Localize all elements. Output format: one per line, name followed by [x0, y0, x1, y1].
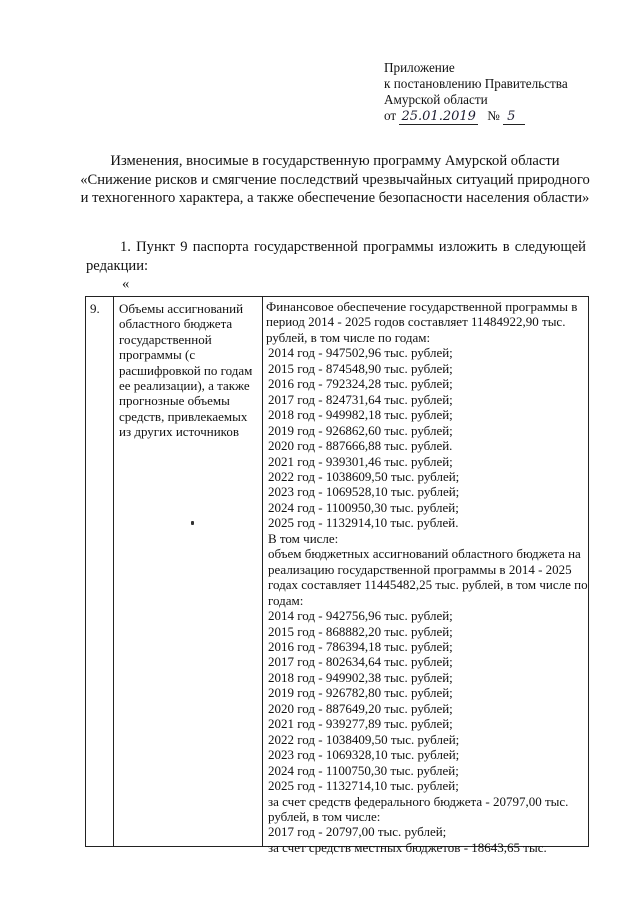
column-divider [262, 297, 263, 846]
funding-line: 2015 год - 868882,20 тыс. рублей; [268, 623, 453, 639]
date-prefix: от [384, 108, 397, 123]
funding-line: объем бюджетных ассигнований областного бюджета на [268, 546, 581, 562]
funding-line: рублей, в том числе: [268, 808, 381, 824]
funding-line: 2019 год - 926782,80 тыс. рублей; [268, 685, 453, 701]
column-divider [113, 297, 114, 846]
funding-line: 2024 год - 1100950,30 тыс. рублей; [268, 499, 459, 515]
funding-line: 2022 год - 1038409,50 тыс. рублей; [268, 731, 460, 747]
scan-speck [191, 521, 194, 525]
number-prefix: № [487, 108, 500, 123]
parameter-name: Объемы ассигнований областного бюджета государственной программы (с расшифровкой по годам ее реализации), а также прогнозные объемы средств, привлекаемых из других источников [119, 301, 253, 440]
funding-line: 2017 год - 802634,64 тыс. рублей; [268, 654, 453, 670]
funding-line: В том числе: [268, 530, 339, 546]
funding-line: 2025 год - 1132914,10 тыс. рублей. [268, 515, 459, 531]
row-number: 9. [90, 301, 100, 316]
funding-line: 2021 год - 939277,89 тыс. рублей; [268, 716, 453, 732]
funding-line: 2017 год - 20797,00 тыс. рублей; [268, 824, 447, 840]
funding-line: за счет средств федерального бюджета - 20797,00 тыс. [268, 793, 569, 809]
funding-line: 2014 год - 942756,96 тыс. рублей; [268, 608, 453, 624]
funding-line: 2022 год - 1038609,50 тыс. рублей; [268, 468, 460, 484]
funding-line: 2018 год - 949982,18 тыс. рублей; [268, 407, 453, 423]
handwritten-date: 25.01.2019 [401, 109, 476, 124]
funding-line: 2023 год - 1069528,10 тыс. рублей; [268, 484, 460, 500]
funding-line: 2021 год - 939301,46 тыс. рублей; [268, 453, 453, 469]
funding-line: 2015 год - 874548,90 тыс. рублей; [268, 360, 453, 376]
appendix-label: Приложение [384, 60, 455, 75]
appendix-header [384, 60, 624, 125]
opening-quote: « [122, 276, 130, 292]
funding-line: 2023 год - 1069328,10 тыс. рублей; [268, 747, 460, 763]
funding-line: период 2014 - 2025 годов составляет 11484922,90 тыс. [266, 314, 566, 330]
funding-line: 2014 год - 947502,96 тыс. рублей; [268, 345, 453, 361]
amendment-paragraph: 1. Пункт 9 паспорта государственной программы изложить в следующей редакции: [86, 239, 586, 274]
handwritten-number: 5 [503, 109, 525, 125]
appendix-date-line [384, 108, 624, 125]
funding-line: рублей, в том числе по годам: [266, 329, 431, 345]
passport-table [85, 296, 589, 855]
funding-line: Финансовое обеспечение государственной программы в [266, 299, 578, 314]
appendix-decree-ref: к постановлению Правительства [384, 76, 568, 91]
funding-line: годах составляет 11445482,25 тыс. рублей, в том числе по [268, 577, 588, 593]
funding-line: 2024 год - 1100750,30 тыс. рублей; [268, 762, 459, 778]
funding-line: за счет средств местных бюджетов - 18643,65 тыс. [268, 839, 547, 855]
funding-line: 2016 год - 792324,28 тыс. рублей; [268, 376, 453, 392]
funding-line: 2025 год - 1132714,10 тыс. рублей; [268, 778, 459, 794]
funding-line: годам: [268, 592, 304, 608]
funding-line: реализацию государственной программы в 2014 - 2025 [268, 561, 572, 577]
document-title: Изменения, вносимые в государственную программу Амурской области «Снижение рисков и смягчение последствий чрезвычайных ситуаций природного и техногенного характера, а также обеспечение безопасности населения области» [80, 153, 590, 206]
appendix-region: Амурской области [384, 92, 488, 107]
funding-line: 2020 год - 887666,88 тыс. рублей. [268, 438, 453, 454]
funding-line: 2018 год - 949902,38 тыс. рублей; [268, 669, 453, 685]
funding-line: 2020 год - 887649,20 тыс. рублей; [268, 700, 453, 716]
funding-line: 2017 год - 824731,64 тыс. рублей; [268, 391, 453, 407]
funding-line: 2016 год - 786394,18 тыс. рублей; [268, 638, 453, 654]
funding-details [266, 299, 586, 855]
funding-line: 2019 год - 926862,60 тыс. рублей; [268, 422, 453, 438]
